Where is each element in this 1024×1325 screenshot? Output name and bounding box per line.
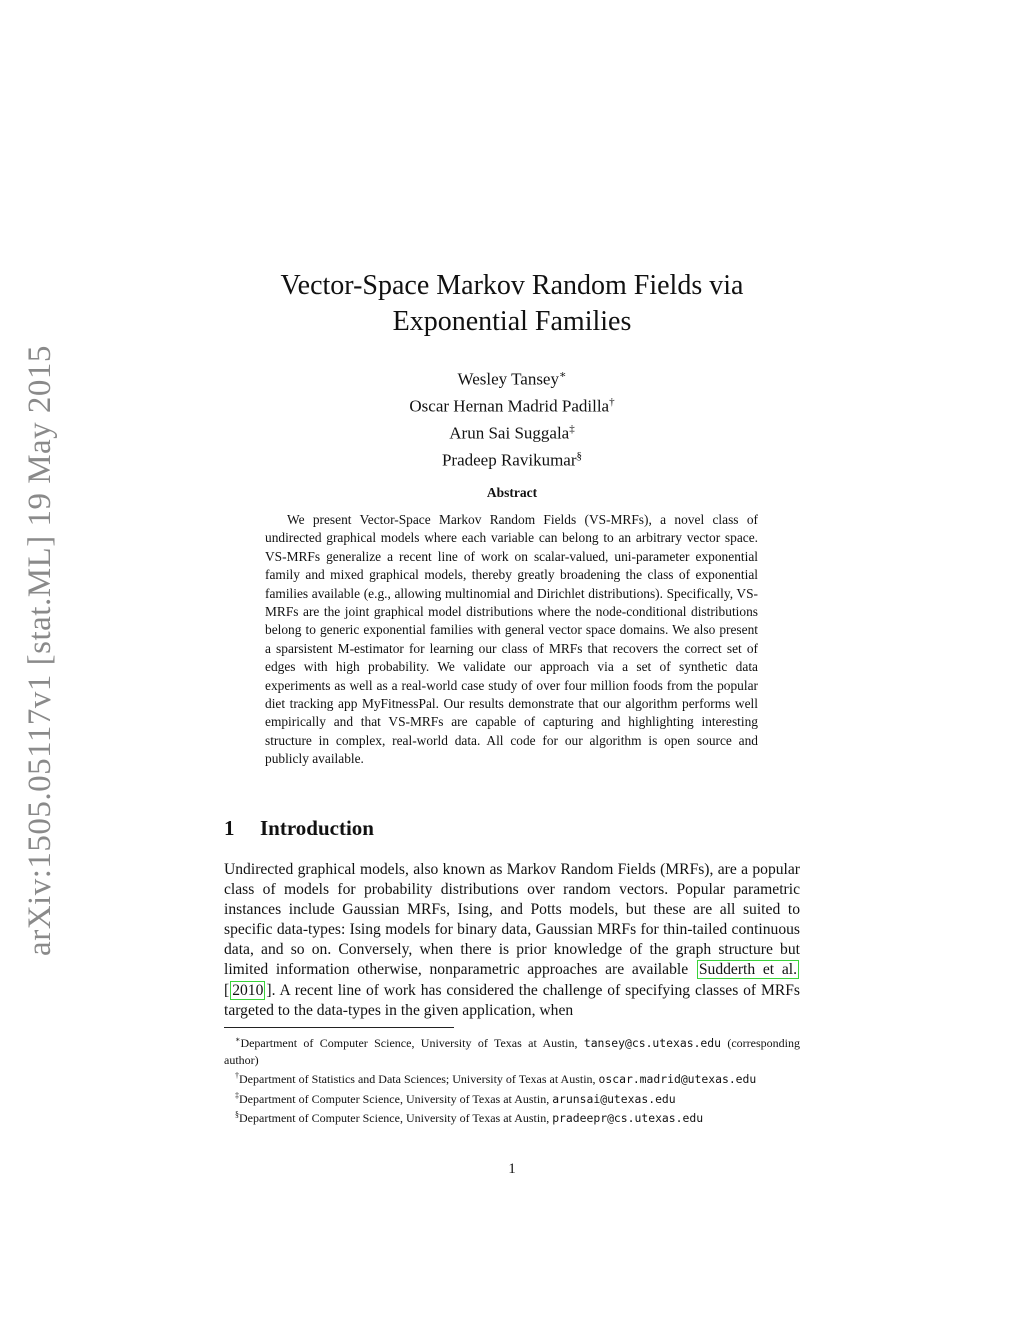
author-mark: ‡	[569, 423, 575, 436]
author-list	[224, 364, 800, 473]
author-name: Wesley Tansey	[457, 369, 559, 389]
citation-link-year[interactable]: 2010	[232, 981, 264, 999]
author-mark: §	[576, 450, 583, 463]
introduction-body	[224, 860, 800, 1021]
paper-title	[224, 268, 800, 340]
footnote	[224, 1068, 800, 1088]
introduction-paragraph: Undirected graphical models, also known as Markov Random Fields (MRFs), are a popular class of models for probability distributions over random vectors. Popular parametric instances include Gaussian MRFs, Ising, and Potts models, but these are all suited to specific data-types: Ising models for binary data, Gaussian MRFs for thin-tailed continuous data, and so on. Conversely, when there is prior knowledge of the graph structure but limited information otherwise, nonparametric approaches are available Sudderth et al.[ 2010 ]. A recent line of work has considered the challenge of specifying classes of MRFs targeted to the data-types in the given application, when	[224, 861, 800, 1019]
footnote-email: tansey@cs.utexas.edu	[583, 1036, 721, 1050]
footnote-text: Department of Computer Science, University of Texas at Austin,	[240, 1036, 584, 1050]
author	[224, 418, 800, 445]
footnote-email: oscar.madrid@utexas.edu	[598, 1072, 757, 1086]
title-line-1: Vector-Space Markov Random Fields via	[280, 270, 744, 301]
footnote-mark: ∗	[235, 1035, 241, 1044]
page-number: 1	[508, 1161, 516, 1177]
author	[224, 364, 800, 391]
intro-text-before: Undirected graphical models, also known as Markov Random Fields (MRFs), are a popular class of models for probability distributions over random vectors. Popular parametric instances include Gaussian MRFs, Ising, and Potts models, but these are all suited to specific data-types: Ising models for binary data, Gaussian MRFs for thin-tailed continuous data, and so on. Conversely, when there is prior knowledge of the graph structure but limited information otherwise, nonparametric approaches are available	[224, 861, 800, 979]
author-mark: ∗	[558, 369, 567, 381]
citation-link-author[interactable]: Sudderth et al.	[698, 961, 797, 979]
abstract-body	[265, 511, 758, 769]
footnote	[224, 1032, 800, 1068]
footnote	[224, 1107, 800, 1127]
section-number: 1	[224, 816, 235, 840]
author-name: Oscar Hernan Madrid Padilla	[409, 396, 610, 416]
footnote-mark: †	[235, 1071, 239, 1080]
section-title: Introduction	[260, 816, 374, 840]
footnotes	[224, 1032, 800, 1127]
footnote	[224, 1088, 800, 1108]
footnote-text: Department of Statistics and Data Sciences; University of Texas at Austin,	[239, 1072, 599, 1086]
title-line-2: Exponential Families	[392, 306, 632, 337]
intro-text-after: . A recent line of work has considered the challenge of specifying classes of MRFs targeted to the data-types in the given application, when	[224, 981, 800, 1019]
footnote-mark: ‡	[235, 1090, 239, 1100]
author	[224, 445, 800, 472]
footnote-after: (corresponding author)	[224, 1036, 800, 1067]
author-mark: †	[609, 396, 615, 409]
abstract-text: We present Vector-Space Markov Random Fields (VS-MRFs), a novel class of undirected graphical models where each variable can belong to an arbitrary vector space. VS-MRFs generalize a recent line of work on scalar-valued, uni-parameter exponential family and mixed graphical models, thereby greatly broadening the class of exponential families available (e.g., allowing multinomial and Dirichlet distributions). Specifically, VS-MRFs are the joint graphical model distributions where the node-conditional distributions belong to generic exponential families with general vector space domains. We also present a sparsistent M-estimator for learning our class of MRFs that recovers the correct set of edges with high probability. We validate our approach via a set of synthetic data experiments as well as a real-world case study of over four million foods from the popular diet tracking app MyFitnessPal. Our results demonstrate that our algorithm performs well empirically and that VS-MRFs are capable of capturing and highlighting interesting structure in complex, real-world data. All code for our algorithm is open source and publicly available.	[265, 512, 758, 767]
footnote-email: pradeepr@cs.utexas.edu	[552, 1111, 704, 1125]
footnote-email: arunsai@utexas.edu	[552, 1091, 676, 1106]
footnote-text: Department of Computer Science, University of Texas at Austin,	[239, 1091, 553, 1106]
footnote-text: Department of Computer Science, University of Texas at Austin,	[239, 1111, 553, 1125]
author-name: Arun Sai Suggala	[449, 423, 570, 443]
footnote-rule	[224, 1027, 454, 1028]
arxiv-identifier-text: arXiv:1505.05117v1 [stat.ML] 19 May 2015	[21, 344, 58, 956]
abstract-heading: Abstract	[486, 485, 538, 500]
author-name: Pradeep Ravikumar	[441, 451, 577, 471]
arxiv-identifier	[18, 340, 62, 960]
section-heading	[224, 816, 374, 841]
footnote-mark: §	[235, 1110, 239, 1119]
author	[224, 391, 800, 418]
